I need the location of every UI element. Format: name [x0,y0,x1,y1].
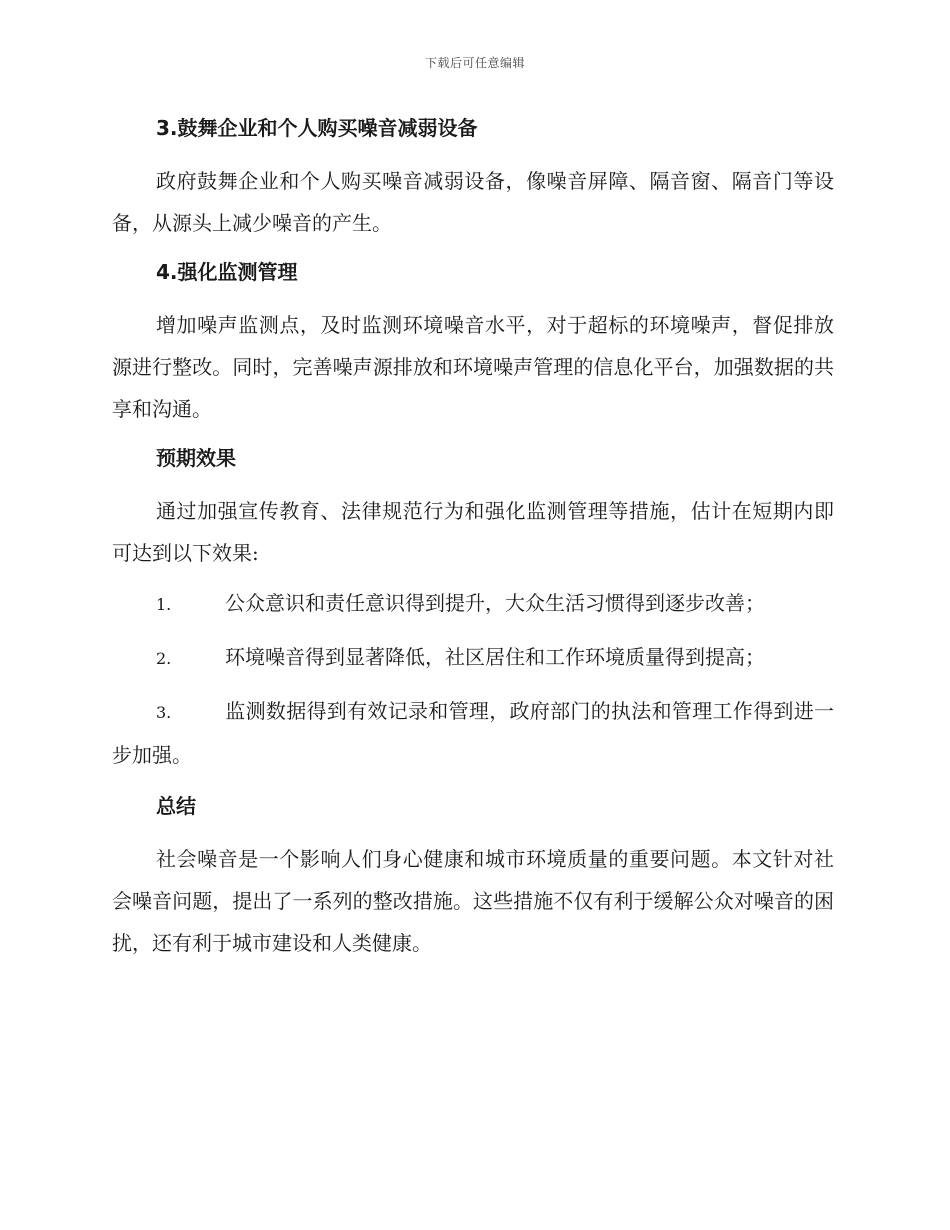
document-body [112,108,834,972]
section-heading-expected-results: 预期效果 [156,446,236,470]
paragraph-encourage-equipment: 政府鼓舞企业和个人购买噪音减弱设备，像噪音屏障、隔音窗、隔音门等设备，从源头上减少噪音的产生。 [112,169,834,235]
list-item-text: 环境噪音得到显著降低，社区居住和工作环境质量得到提高； [225,645,765,669]
list-item [112,690,834,776]
section-heading-monitoring: 4.强化监测管理 [156,260,298,284]
paragraph-monitoring: 增加噪声监测点，及时监测环境噪音水平，对于超标的环境噪声，督促排放源进行整改。同时，完善噪声源排放和环境噪声管理的信息化平台，加强数据的共享和沟通。 [112,313,834,421]
list-item [112,582,834,626]
section-heading-encourage-equipment: 3.鼓舞企业和个人购买噪音减弱设备 [156,116,478,140]
list-item-number: 2. [156,649,172,668]
list-item [112,636,834,680]
list-item-text: 监测数据得到有效记录和管理，政府部门的执法和管理工作得到进一步加强。 [112,699,834,767]
paragraph-expected-results: 通过加强宣传教育、法律规范行为和强化监测管理等措施，估计在短期内即可达到以下效果: [112,499,834,565]
list-item-number: 3. [156,703,172,722]
list-item-text: 公众意识和责任意识得到提升，大众生活习惯得到逐步改善； [225,591,765,615]
list-item-number: 1. [156,595,172,614]
paragraph-summary: 社会噪音是一个影响人们身心健康和城市环境质量的重要问题。本文针对社会噪音问题，提出了一系列的整改措施。这些措施不仅有利于缓解公众对噪音的困扰，还有利于城市建设和人类健康。 [112,847,834,955]
page-header: 下载后可任意编辑 [424,56,525,70]
section-heading-summary: 总结 [156,794,196,818]
